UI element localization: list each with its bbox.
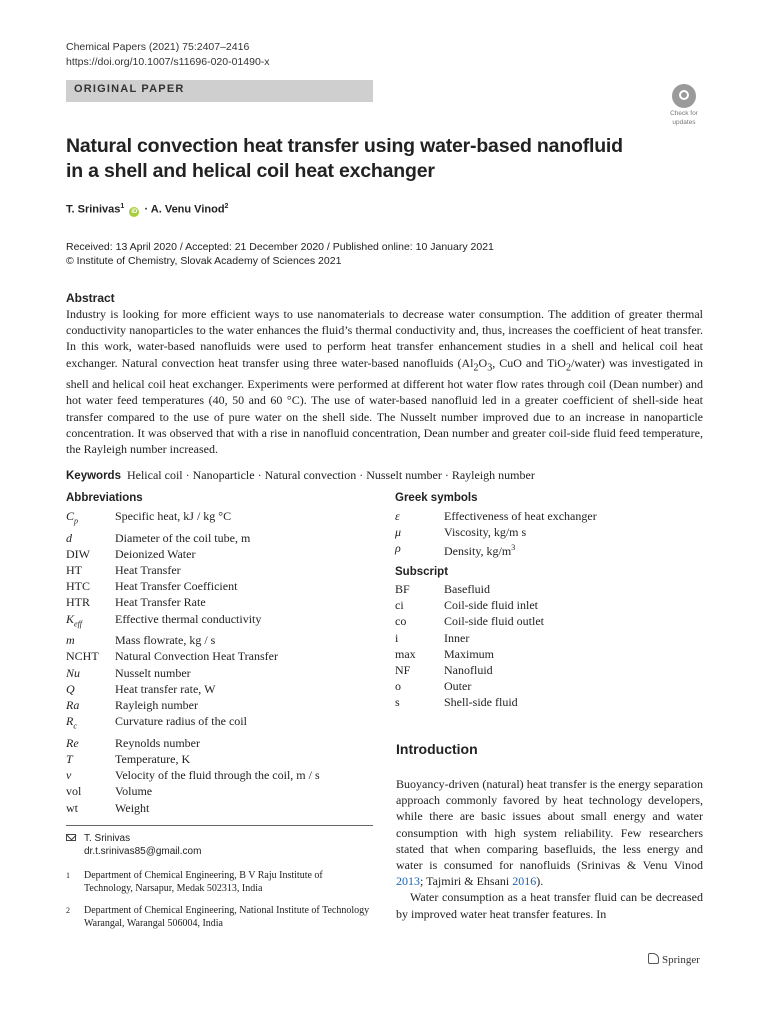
abbreviation-definition: Effective thermal conductivity: [115, 611, 262, 626]
affiliation-1: [66, 869, 373, 895]
orcid-icon[interactable]: iD: [131, 208, 138, 215]
abbreviation-symbol: d: [66, 530, 72, 545]
intro-p1-mid: ; Tajmiri & Ehsani: [420, 874, 513, 889]
abbreviation-row: [66, 767, 373, 783]
subscript-symbol: NF: [395, 663, 411, 678]
subscript-definition: Coil-side fluid inlet: [444, 598, 538, 613]
intro-paragraph-1: [396, 776, 703, 889]
abbreviation-symbol: vol: [66, 784, 82, 799]
subscript-definition: Outer: [444, 679, 472, 694]
abbreviation-row: [66, 530, 373, 546]
subscript-definition: Shell-side fluid: [444, 695, 518, 710]
subscript-heading: Subscript: [395, 566, 449, 578]
subscript-list: [395, 581, 702, 711]
abbreviation-definition: Heat Transfer: [115, 563, 181, 577]
greek-row: [395, 524, 702, 540]
abbreviation-definition: Reynolds number: [115, 735, 200, 750]
abbreviation-symbol: Re: [66, 735, 79, 750]
author-1[interactable]: T. Srinivas: [66, 203, 121, 216]
abbreviation-definition: Diameter of the coil tube, m: [115, 530, 251, 545]
citation-link-2016[interactable]: 2016: [512, 874, 537, 889]
introduction-text: [396, 776, 703, 922]
subscript-definition: Inner: [444, 630, 470, 645]
affiliation-1-number: 1: [66, 871, 70, 880]
greek-definition: Viscosity, kg/m s: [444, 525, 527, 540]
abbreviation-symbol: $C_p$: [66, 509, 79, 526]
correspondence: [66, 832, 373, 858]
abbreviation-row: [66, 632, 373, 648]
abbreviation-row: [66, 681, 373, 697]
affiliation-2: [66, 904, 373, 930]
footnote-divider: [66, 825, 373, 826]
subscript-symbol: s: [395, 695, 400, 710]
subscript-symbol: BF: [395, 582, 410, 596]
abbreviation-definition: Velocity of the fluid through the coil, m / s: [115, 768, 320, 783]
abbreviation-symbol: m: [66, 633, 75, 648]
check-updates-icon: [672, 84, 696, 108]
abbreviation-row: [66, 648, 373, 664]
abbreviation-definition: Specific heat, kJ / kg °C: [115, 509, 232, 523]
abbreviation-row: [66, 800, 373, 816]
intro-p1-end: ).: [536, 874, 544, 889]
abbreviation-symbol: HTC: [66, 579, 90, 594]
keywords-label: Keywords: [66, 470, 121, 482]
greek-row: [395, 540, 702, 559]
abbreviation-row: [66, 594, 373, 610]
abbreviation-symbol: HT: [66, 563, 82, 577]
abbreviation-row: [66, 611, 373, 633]
subscript-row: [395, 678, 702, 694]
abstract-part-1: Industry is looking for more efficient ways to use nanomaterials to decrease water consumption. The addition of greater thermal conductivity nanoparticles to the water enhances the fluid’s thermal conductivity and, thus, increases the coefficient of heat transfer. In this work, water-based nanofluids were used to perform heat transfer enhancement studies in a shell and helical coil heat exchanger. Natural convection heat transfer using three water-based nanofluids (Al: [66, 307, 703, 370]
intro-p1-text: Buoyancy-driven (natural) heat transfer is the energy separation approach commonly favored by heat technology developers, while there are basic issues about small energy and water consumption with high system reliability. Few researchers stated that when comparing basefluids, the less energy and water is consumed for nanofluids (Srinivas & Venu Vinod: [396, 777, 703, 873]
abstract-text: [66, 306, 703, 457]
corresponding-email[interactable]: dr.t.srinivas85@gmail.com: [84, 846, 202, 857]
abstract-sub-2: 3: [487, 362, 493, 373]
subscript-symbol: ci: [395, 598, 404, 613]
check-for-updates-badge[interactable]: [664, 84, 704, 124]
journal-citation: Chemical Papers (2021) 75:2407–2416: [66, 41, 250, 53]
introduction-heading: Introduction: [396, 741, 478, 757]
greek-definition: Effectiveness of heat exchanger: [444, 509, 597, 523]
subscript-definition: Nanofluid: [444, 663, 493, 678]
greek-symbol: ρ: [395, 541, 401, 556]
intro-paragraph-2: Water consumption as a heat transfer fluid can be decreased by improved water heat transfer features. In: [396, 890, 703, 921]
corresponding-author: T. Srinivas: [84, 833, 131, 844]
abbreviation-symbol: wt: [66, 800, 78, 815]
greek-row: [395, 508, 702, 524]
abstract-part-3: , CuO and TiO: [492, 355, 566, 370]
abbreviation-definition: Mass flowrate, kg / s: [115, 633, 216, 648]
author-line: [66, 203, 228, 217]
abbreviation-symbol: HTR: [66, 595, 90, 610]
abbreviation-row: [66, 546, 373, 562]
abbreviation-row: [66, 751, 373, 767]
abbreviation-definition: Heat Transfer Rate: [115, 595, 206, 610]
mail-icon: [66, 832, 84, 858]
subscript-definition: Maximum: [444, 646, 494, 661]
greek-definition: Density, $kg/m^3$: [444, 543, 516, 559]
article-type-banner: [66, 80, 373, 102]
abbreviation-symbol: Q: [66, 681, 75, 696]
abbreviation-symbol: DIW: [66, 546, 90, 561]
subscript-row: [395, 646, 702, 662]
author-separator: ·: [144, 203, 149, 216]
publication-dates: [66, 240, 494, 268]
subscript-symbol: co: [395, 614, 407, 629]
subscript-symbol: i: [395, 630, 399, 645]
abbreviation-definition: Nusselt number: [115, 665, 191, 680]
greek-symbol: μ: [395, 525, 402, 540]
abbreviation-definition: Volume: [115, 784, 153, 799]
subscript-definition: Coil-side fluid outlet: [444, 614, 544, 629]
abbreviation-definition: Rayleigh number: [115, 698, 198, 713]
abbreviation-definition: Heat transfer rate, W: [115, 681, 216, 696]
paper-title: Natural convection heat transfer using water-based nanofluid in a shell and helical coil heat exchanger: [66, 135, 623, 182]
abbreviation-definition: Deionized Water: [115, 546, 196, 561]
abbreviation-row: [66, 783, 373, 799]
subscript-definition: Basefluid: [444, 582, 490, 596]
abbreviation-row: [66, 508, 373, 530]
abbreviation-symbol: T: [66, 752, 73, 767]
author-2[interactable]: A. Venu Vinod: [150, 203, 225, 216]
greek-symbols-heading: Greek symbols: [395, 492, 478, 504]
abbreviations-list: [66, 508, 373, 816]
abstract-part-2: O: [478, 355, 488, 370]
publisher-logo: [648, 953, 700, 966]
affiliation-1-text: Department of Chemical Engineering, B V Raju Institute of Technology, Narsapur, Medak 502313, India: [84, 870, 323, 894]
abbreviation-definition: Temperature, K: [115, 752, 191, 767]
abstract-sub-3: 2: [565, 362, 571, 373]
check-updates-line1: Check for: [670, 110, 698, 117]
affiliation-2-number: 2: [66, 906, 70, 915]
history-dates: Received: 13 April 2020 / Accepted: 21 December 2020 / Published online: 10 January 2021: [66, 241, 494, 253]
abbreviation-symbol: $R_c$: [66, 714, 77, 731]
correspondence-row: [66, 832, 373, 858]
abbreviation-definition: Curvature radius of the coil: [115, 714, 247, 729]
abstract-sub-1: 2: [473, 362, 479, 373]
author-1-affiliation: 1: [120, 203, 125, 210]
greek-symbol: ε: [395, 509, 400, 523]
article-type-label: ORIGINAL PAPER: [74, 83, 185, 95]
abbreviation-symbol: Ra: [66, 698, 80, 713]
subscript-row: [395, 630, 702, 646]
subscript-row: [395, 613, 702, 629]
abbreviation-row: [66, 665, 373, 681]
subscript-row: [395, 694, 702, 710]
abbreviation-definition: Weight: [115, 800, 150, 815]
abbreviation-row: [66, 735, 373, 751]
abbreviation-row: [66, 713, 373, 735]
citation-link-2013[interactable]: 2013: [396, 874, 420, 889]
affiliation-2-text: Department of Chemical Engineering, National Institute of Technology Warangal, Warangal 506004, India: [84, 905, 370, 929]
abbreviation-symbol: $K_{eff}$: [66, 611, 83, 628]
abbreviation-symbol: v: [66, 768, 72, 783]
abbreviation-definition: Natural Convection Heat Transfer: [115, 649, 278, 664]
keywords: [66, 468, 703, 483]
abbreviations-heading: Abbreviations: [66, 492, 143, 504]
subscript-symbol: o: [395, 679, 401, 694]
abbreviation-row: [66, 562, 373, 578]
subscript-symbol: max: [395, 646, 416, 661]
abbreviation-row: [66, 578, 373, 594]
subscript-row: [395, 597, 702, 613]
abbreviation-symbol: NCHT: [66, 649, 99, 664]
subscript-row: [395, 581, 702, 597]
abbreviation-symbol: Nu: [66, 665, 81, 680]
copyright-line: © Institute of Chemistry, Slovak Academy of Sciences 2021: [66, 255, 342, 267]
publisher-name: Springer: [662, 954, 700, 966]
doi-link[interactable]: https://doi.org/10.1007/s11696-020-01490-x: [66, 56, 270, 68]
abstract-heading: Abstract: [66, 291, 115, 305]
greek-symbols-list: [395, 508, 702, 560]
springer-horse-icon: [648, 953, 659, 964]
abbreviation-definition: Heat Transfer Coefficient: [115, 579, 238, 594]
check-updates-line2: updates: [672, 119, 696, 126]
subscript-row: [395, 662, 702, 678]
abstract-part-4: /water) was investigated in shell and helical coil heat exchanger. Experiments were performed at different hot water flow rates through coil (Dean number) and hot water feed temperatures (40, 50 and 60 °C). The use of water-based nanofluid led in a greater coefficient of shell-side heat transfer compared to the use of pure water on the shell side. The Nusselt number improved due to an increase in nanoparticle concentration. It was observed that with a rise in nanofluid concentration, Dean number and greater coil-side fluid feed temperature, the Rayleigh number increased.: [66, 355, 703, 457]
author-2-affiliation: 2: [224, 203, 229, 210]
keywords-text: Helical coil · Nanoparticle · Natural convection · Nusselt number · Rayleigh number: [126, 468, 535, 482]
journal-header: [66, 40, 270, 70]
abbreviation-row: [66, 697, 373, 713]
